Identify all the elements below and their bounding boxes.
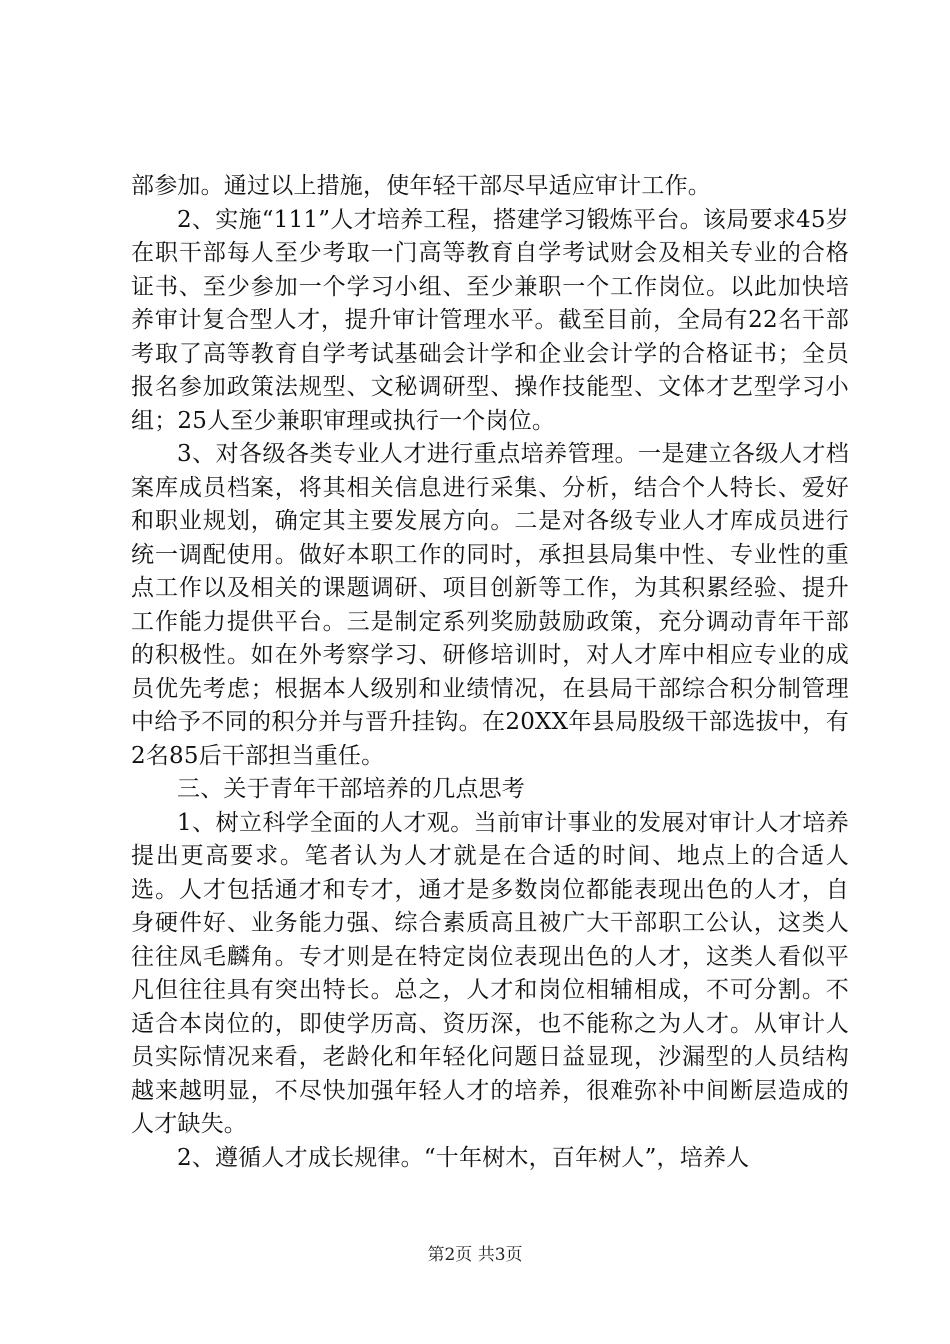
document-body	[131, 170, 849, 1175]
page-number: 第2页 共3页	[427, 1245, 523, 1265]
paragraph-talent-view: 1、树立科学全面的人才观。当前审计事业的发展对审计人才培养提出更高要求。笔者认为人才就是在合适的时间、地点上的合适人选。人才包括通才和专才，通才是多数岗位都能表现出色的人才，自身硬件好、业务能力强、综合素质高且被广大干部职工公认，这类人往往凤毛麟角。专才则是在特定岗位表现出色的人才，这类人看似平凡但往往具有突出特长。总之，人才和岗位相辅相成，不可分割。不适合本岗位的，即使学历高、资历深，也不能称之为人才。从审计人员实际情况来看，老龄化和年轻化问题日益显现，沙漏型的人员结构越来越明显，不尽快加强年轻人才的培养，很难弥补中间断层造成的人才缺失。	[131, 809, 849, 1137]
paragraph-talent-project: 2、实施“111”人才培养工程，搭建学习锻炼平台。该局要求45岁在职干部每人至少考取一门高等教育自学考试财会及相关专业的合格证书、至少参加一个学习小组、至少兼职一个工作岗位。以此加快培养审计复合型人才，提升审计管理水平。截至目前，全局有22名干部考取了高等教育自学考试基础会计学和企业会计学的合格证书；全员报名参加政策法规型、文秘调研型、操作技能型、文体才艺型学习小组；25人至少兼职审理或执行一个岗位。	[131, 206, 849, 434]
paragraph-specialist-management: 3、对各级各类专业人才进行重点培养管理。一是建立各级人才档案库成员档案，将其相关信息进行采集、分析，结合个人特长、爱好和职业规划，确定其主要发展方向。二是对各级专业人才库成员进行统一调配使用。做好本职工作的同时，承担县局集中性、专业性的重点工作以及相关的课题调研、项目创新等工作，为其积累经验、提升工作能力提供平台。三是制定系列奖励鼓励政策，充分调动青年干部的积极性。如在外考察学习、研修培训时，对人才库中相应专业的成员优先考虑；根据本人级别和业绩情况，在县局干部综合积分制管理中给予不同的积分并与晋升挂钩。在20XX年县局股级干部选拔中，有2名85后干部担当重任。	[131, 441, 849, 769]
paragraph-continuation: 部参加。通过以上措施，使年轻干部尽早适应审计工作。	[131, 173, 711, 199]
section-heading: 三、关于青年干部培养的几点思考	[177, 776, 525, 802]
paragraph-growth-law: 2、遵循人才成长规律。“十年树木，百年树人”，培养人	[177, 1144, 750, 1171]
